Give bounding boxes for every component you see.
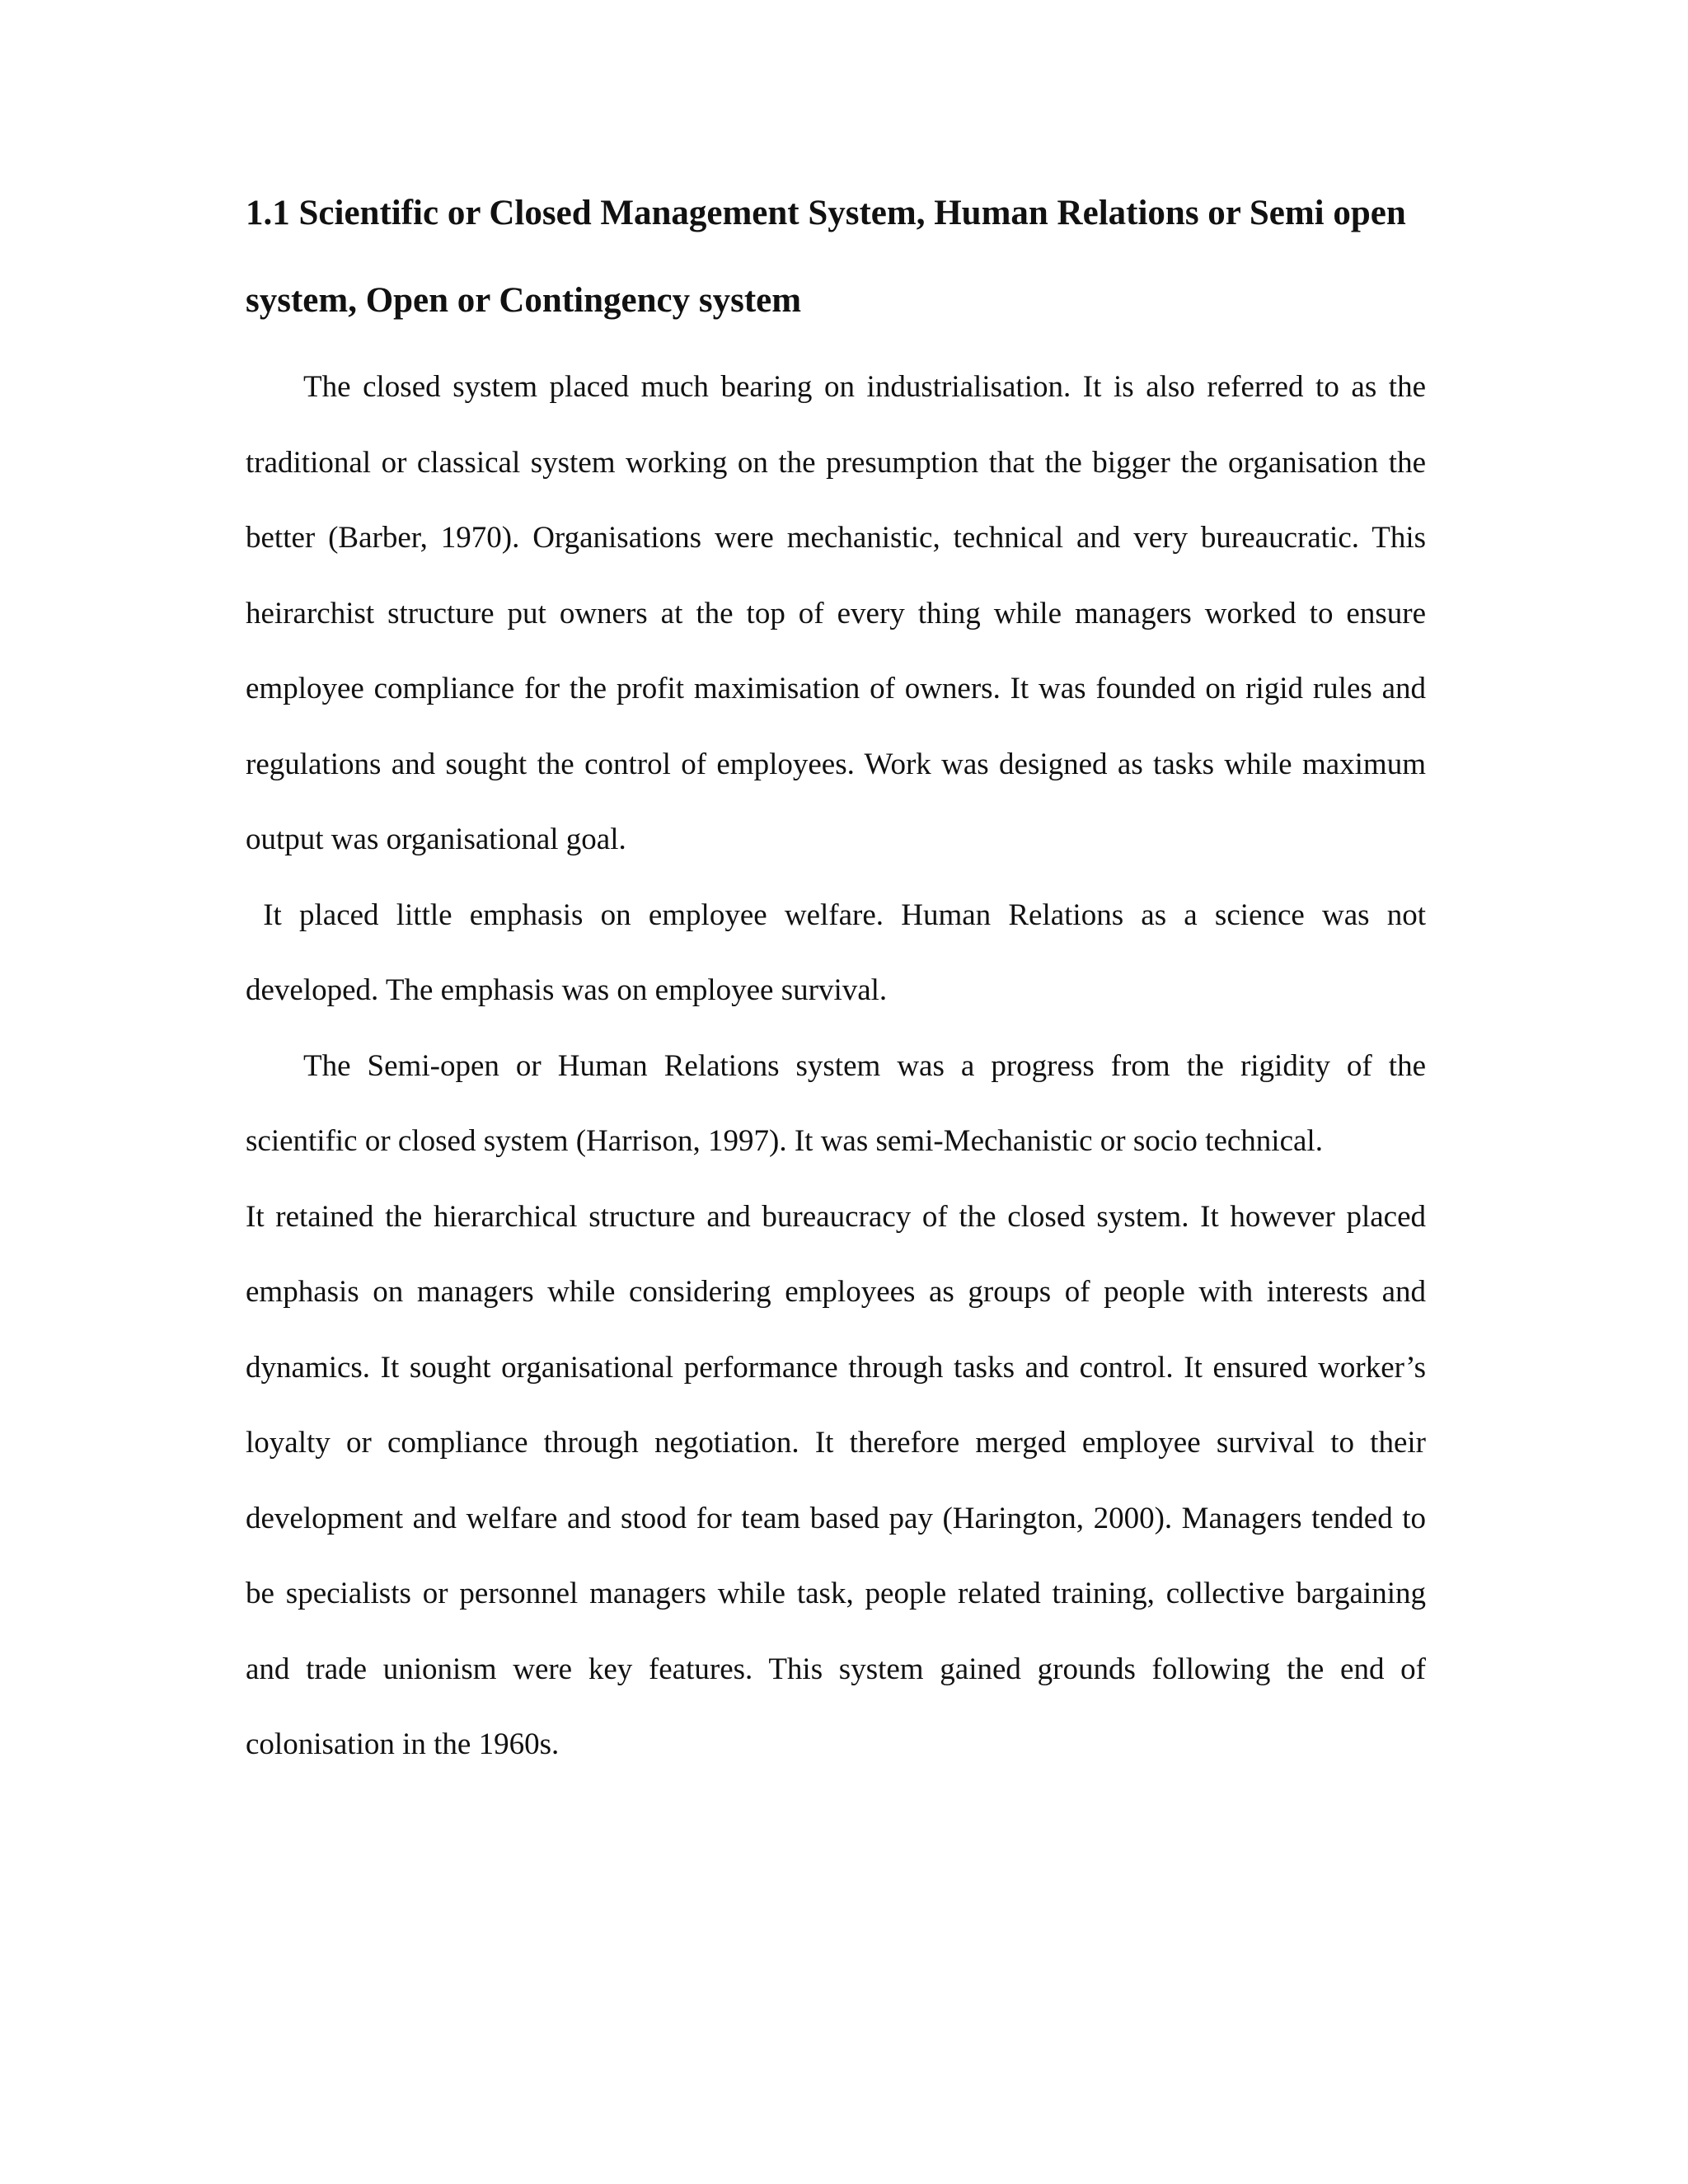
paragraph-closed-system: The closed system placed much bearing on industrialisation. It is also referred to as the traditional or classical system working on the presumption that the bigger the organisation the better (Barber, 1970). Organisations were mechanistic, technical and very bureaucratic. This heirarchist structure put owners at the top of every thing while managers worked to ensure employee compliance for the profit maximisation of owners. It was founded on rigid rules and regulations and sought the control of employees. Work was designed as tasks while maximum output was organisational goal. [246,370,1426,856]
paragraph-semi-open-system: The Semi-open or Human Relations system was a progress from the rigidity of the scientific or closed system (Harrison, 1997). It was semi-Mechanistic or socio technical. [246,1048,1426,1158]
paragraph-hierarchical-structure: It retained the hierarchical structure and bureaucracy of the closed system. It however placed emphasis on managers while considering employees as groups of people with interests and dynamics. It sought organisational performance through tasks and control. It ensured worker’s loyalty or compliance through negotiation. It therefore merged employee survival to their development and welfare and stood for team based pay (Harington, 2000). Managers tended to be specialists or personnel managers while task, people related training, collective bargaining and trade unionism were key features. This system gained grounds following the end of colonisation in the 1960s. [246,1199,1426,1761]
document-body [246,191,1434,1783]
section-heading: 1.1 Scientific or Closed Management System, Human Relations or Semi open system, Open or Contingency system [246,194,1406,320]
paragraph-employee-welfare: It placed little emphasis on employee welfare. Human Relations as a science was not developed. The emphasis was on employee survival. [246,898,1434,1007]
